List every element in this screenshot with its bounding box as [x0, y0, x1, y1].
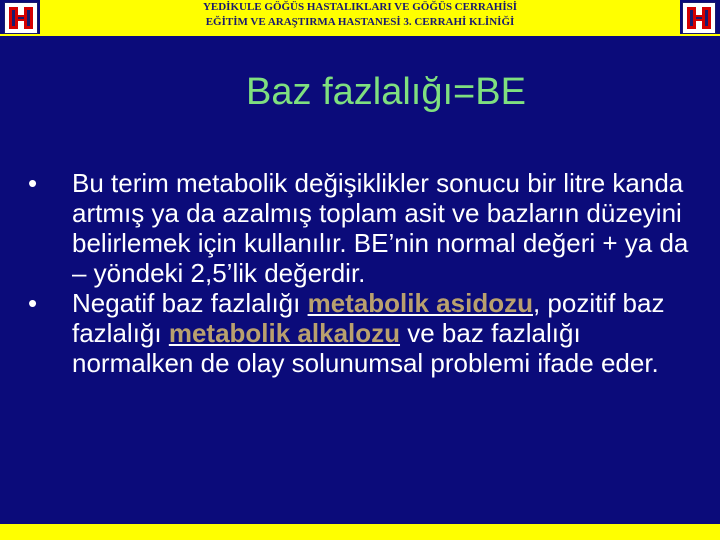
header-divider: [0, 34, 720, 36]
bullet-text-part: Negatif baz fazlalığı: [72, 288, 308, 318]
footer-bar: [0, 524, 720, 540]
highlight-metabolic-acidosis: metabolik asidozu: [307, 288, 533, 318]
bullet-dot-icon: •: [28, 288, 38, 318]
bullet-item: [28, 288, 708, 378]
hospital-logo-icon: [682, 2, 716, 34]
header-banner: [40, 0, 680, 34]
bullet-list: [28, 168, 708, 378]
hospital-logo-icon: [4, 2, 38, 34]
slide-title: Baz fazlalığı=BE: [246, 71, 526, 113]
bullet-text-part: ve baz fazlalığı normalken de olay solunumsal problemi ifade eder.: [72, 318, 659, 378]
header-line-2: EĞİTİM VE ARAŞTIRMA HASTANESİ 3. CERRAHİ KLİNİĞİ: [205, 16, 515, 28]
highlight-metabolic-alkalosis: metabolik alkalozu: [168, 318, 401, 348]
bullet-text-part: , pozitif baz fazlalığı: [72, 288, 665, 348]
bullet-item: [28, 168, 708, 288]
bullet-dot-icon: •: [28, 168, 38, 198]
header-line-1: YEDİKULE GÖĞÜS HASTALIKLARI VE GÖĞÜS CERRAHİSİ: [202, 1, 518, 13]
bullet-text: Bu terim metabolik değişiklikler sonucu bir litre kanda artmış ya da azalmış toplam asit ve bazların düzeyini belirlemek için kullanılır. BE’nin normal değeri + ya da – yöndeki 2,5’lik değerdir.: [72, 168, 689, 288]
